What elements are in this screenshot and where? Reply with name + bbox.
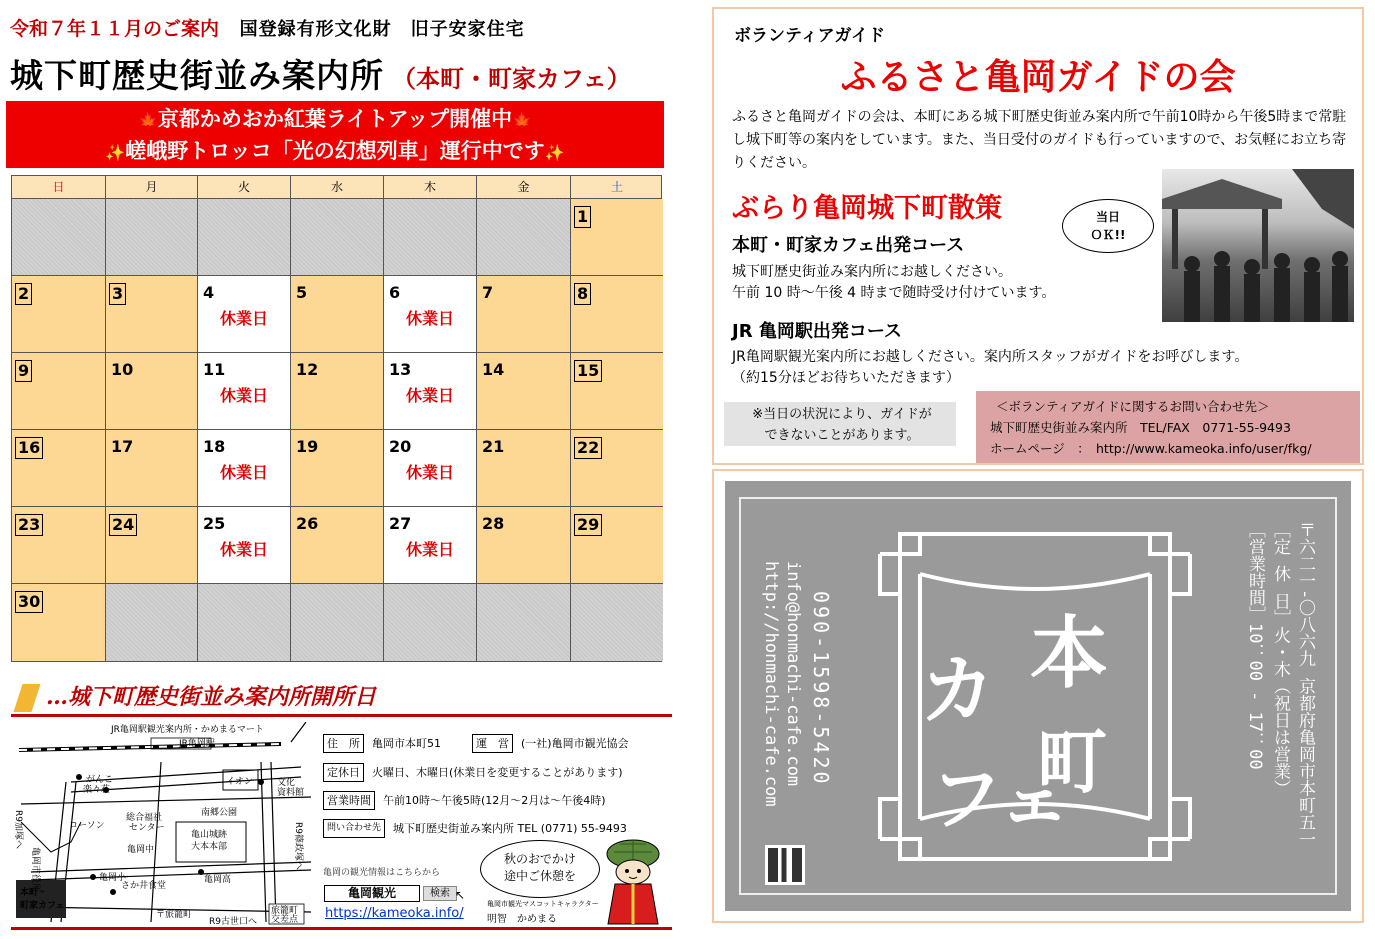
- banner-line-1-text: 京都かめおか紅葉ライトアップ開催中: [157, 107, 513, 131]
- weekday-header: 水: [291, 176, 384, 198]
- qr-code-pattern: [768, 848, 802, 882]
- svg-text:資料館: 資料館: [277, 788, 305, 798]
- calendar-day-cell: [106, 584, 198, 661]
- day-number: 9: [15, 360, 32, 382]
- calendar-day-cell: [291, 430, 384, 507]
- guide-label: ボランティアガイド: [734, 26, 885, 46]
- calendar-day-cell: [571, 584, 663, 661]
- maple-leaf-icon: 🍁: [512, 111, 533, 130]
- day-number: 11: [203, 360, 226, 379]
- svg-text:がんこ: がんこ: [86, 775, 114, 785]
- info-address-row: [323, 734, 629, 754]
- day-number: 25: [203, 514, 226, 533]
- day-number: 30: [15, 591, 43, 613]
- calendar-day-cell: [198, 276, 291, 353]
- calendar-day-cell: [12, 584, 106, 661]
- map-svg: [11, 722, 316, 927]
- course-1-title: 本町・町家カフェ出発コース: [732, 235, 965, 256]
- day-number: 26: [296, 514, 319, 533]
- qr-code-icon: [765, 845, 805, 885]
- day-number: 10: [111, 360, 134, 379]
- calendar-day-cell: [384, 507, 477, 584]
- day-number: 21: [482, 437, 505, 456]
- sparkle-icon: ✨: [544, 143, 565, 162]
- calendar-day-cell: [571, 507, 663, 584]
- svg-text:亀山城跡: 亀山城跡: [191, 830, 228, 840]
- mascot-speech-bubble: 秋のおでかけ 途中ご休憩を: [480, 840, 600, 898]
- contact-heading: ＜ボランティアガイドに関するお問い合わせ先＞: [996, 399, 1270, 414]
- svg-text:文化: 文化: [277, 778, 296, 788]
- address-label: 住 所: [323, 734, 364, 753]
- calendar-day-cell: [12, 276, 106, 353]
- brand-machi: 町: [1037, 720, 1107, 803]
- calendar-day-cell: [198, 199, 291, 276]
- calendar-day-cell: [106, 430, 198, 507]
- cafe-panel: [712, 469, 1364, 923]
- calendar-day-cell: [477, 584, 571, 661]
- guide-title: ふるさと亀岡ガイドの会: [840, 57, 1236, 98]
- heading-bar-icon: [13, 684, 40, 712]
- svg-text:旅籠町: 旅籠町: [271, 906, 299, 916]
- cafe-email: info@honmachi-cafe.com: [783, 561, 803, 787]
- calendar-day-cell: [571, 199, 663, 276]
- banner-line-2-text: 嵯峨野トロッコ「光の幻想列車」運行中です: [125, 139, 545, 163]
- holiday-label: 休業日: [405, 386, 454, 405]
- day-number: 19: [296, 437, 319, 456]
- svg-text:本町・: 本町・: [20, 888, 48, 898]
- ok-bubble-line-1: 当日: [1095, 210, 1120, 224]
- day-number: 14: [482, 360, 505, 379]
- day-number: 20: [389, 437, 412, 456]
- holiday-label: 休業日: [219, 463, 268, 482]
- cafe-hours: ［営業時間］10：00 - 17：00: [1245, 521, 1265, 770]
- calendar-day-cell: [12, 353, 106, 430]
- contact-line-2: ホームページ ： http://www.kameoka.info/user/fkg/: [990, 441, 1312, 456]
- course-2-title: JR 亀岡駅出発コース: [732, 321, 902, 342]
- course-2-line-2: （約15分ほどお待ちいただきます）: [732, 370, 960, 386]
- notice-subtitle: 国登録有形文化財 旧子安家住宅: [239, 19, 525, 40]
- notice-month: 令和７年１１月のご案内: [10, 18, 220, 40]
- operator-value: (一社)亀岡市観光協会: [521, 737, 629, 750]
- day-number: 6: [389, 283, 401, 302]
- calendar-day-cell: [571, 353, 663, 430]
- cafe-holiday: ［定 休 日］火・木（祝日は営業）: [1270, 521, 1290, 797]
- brand-hon: 本: [1030, 608, 1109, 699]
- calendar: [11, 175, 662, 662]
- svg-text:亀岡市役所: 亀岡市役所: [30, 847, 40, 893]
- holiday-label: 休業日: [405, 463, 454, 482]
- address-value: 亀岡市本町51: [372, 737, 441, 750]
- course-1-line-1: 城下町歴史街並み案内所にお越しください。: [732, 264, 1012, 280]
- day-number: 15: [574, 360, 602, 382]
- svg-text:大本本部: 大本本部: [191, 842, 228, 852]
- day-number: 13: [389, 360, 412, 379]
- page-title-text: 城下町歴史街並み案内所: [10, 56, 384, 95]
- svg-text:総合福祉: 総合福祉: [126, 813, 163, 823]
- day-number: 2: [15, 283, 32, 305]
- course-1-line-2: 午前 10 時～午後 4 時まで随時受け付けています。: [732, 285, 1056, 301]
- holiday-label: 休業日: [405, 540, 454, 559]
- operator-label: 運 営: [472, 734, 513, 753]
- day-number: 12: [296, 360, 319, 379]
- day-number: 22: [574, 437, 602, 459]
- notice-line: [10, 14, 525, 41]
- calendar-day-cell: [291, 276, 384, 353]
- calendar-day-cell: [198, 584, 291, 661]
- page-title-paren: （本町・町家カフェ）: [392, 64, 631, 93]
- svg-text:交差点: 交差点: [271, 915, 299, 925]
- day-number: 1: [574, 206, 591, 228]
- calendar-day-cell: [12, 430, 106, 507]
- calendar-day-cell: [384, 199, 477, 276]
- contact-label: 問い合わせ先: [323, 819, 385, 838]
- weekday-header: 火: [198, 176, 291, 198]
- ok-bubble-line-2: ＯＫ!!: [1090, 228, 1126, 242]
- mascot-caption: 亀岡市観光マスコットキャラクター: [487, 900, 599, 908]
- calendar-day-cell: [106, 353, 198, 430]
- contact-value: 城下町歴史街並み案内所 TEL (0771) 55-9493: [393, 822, 627, 835]
- access-map: [11, 722, 316, 927]
- hours-label: 営業時間: [323, 791, 375, 810]
- contact-line-1: 城下町歴史街並み案内所 TEL/FAX 0771-55-9493: [990, 420, 1291, 435]
- tourism-search-button: 検索: [423, 886, 457, 901]
- mascot-name: 明智 かめまる: [487, 914, 557, 925]
- calendar-day-cell: [12, 507, 106, 584]
- sparkle-icon: ✨: [105, 143, 126, 162]
- calendar-day-cell: [384, 353, 477, 430]
- brand-fe: フェ: [930, 756, 1071, 841]
- holiday-label: 休業日: [405, 309, 454, 328]
- calendar-day-cell: [12, 199, 106, 276]
- calendar-day-cell: [477, 353, 571, 430]
- hours-value: 午前10時～午後5時(12月～2月は～午後4時): [383, 794, 606, 807]
- svg-text:R9古世口へ: R9古世口へ: [209, 917, 257, 927]
- calendar-day-cell: [477, 430, 571, 507]
- cafe-tel: 090-1598-5420: [809, 591, 833, 787]
- cafe-business-card: [725, 481, 1351, 911]
- divider-bottom: [11, 927, 672, 930]
- cursor-icon: ↖: [455, 888, 466, 902]
- mascot-turtle-icon: [600, 838, 666, 928]
- day-number: 17: [111, 437, 134, 456]
- day-number: 28: [482, 514, 505, 533]
- day-number: 24: [109, 514, 137, 536]
- brand-ka: カ: [920, 646, 996, 734]
- guide-panel: [712, 7, 1364, 465]
- info-closed-row: [323, 763, 623, 783]
- page-title: [10, 50, 631, 97]
- calendar-day-cell: [291, 199, 384, 276]
- weekday-header: 木: [384, 176, 477, 198]
- day-number: 5: [296, 283, 308, 302]
- info-contact-row: [323, 819, 627, 839]
- svg-text:さか井食堂: さか井食堂: [121, 881, 167, 891]
- banner-line-2: [6, 136, 664, 168]
- open-days-heading: [18, 680, 376, 712]
- calendar-day-cell: [291, 584, 384, 661]
- maple-leaf-icon: 🍁: [137, 111, 158, 130]
- holiday-label: 休業日: [219, 386, 268, 405]
- info-hours-row: [323, 791, 606, 811]
- calendar-day-cell: [291, 353, 384, 430]
- stroll-title: ぶらり亀岡城下町散策: [732, 193, 1002, 224]
- cafe-url: http://honmachi-cafe.com: [761, 561, 781, 807]
- svg-text:センター: センター: [129, 823, 165, 833]
- calendar-grid: [12, 199, 661, 661]
- svg-text:JR亀岡駅: JR亀岡駅: [179, 739, 215, 749]
- svg-text:R9篠政塚へ: R9篠政塚へ: [293, 822, 303, 870]
- weekday-header: 金: [477, 176, 571, 198]
- guide-photo: [1162, 169, 1354, 322]
- svg-text:イオン: イオン: [226, 777, 253, 787]
- calendar-day-cell: [106, 276, 198, 353]
- guide-warning: [724, 402, 956, 446]
- guide-photo-image: [1162, 169, 1354, 322]
- svg-text:亀岡高: 亀岡高: [204, 875, 232, 885]
- calendar-weekday-header: [12, 176, 661, 199]
- banner-line-1: [6, 104, 664, 136]
- calendar-day-cell: [571, 430, 663, 507]
- calendar-day-cell: [198, 507, 291, 584]
- weekday-header: 月: [106, 176, 198, 198]
- warning-line-1: ※当日の状況により、ガイドが: [752, 407, 932, 422]
- closed-label: 定休日: [323, 763, 364, 782]
- open-days-heading-text: …城下町歴史街並み案内所開所日: [46, 684, 377, 710]
- same-day-ok-bubble: [1062, 199, 1154, 253]
- svg-text:亀岡中: 亀岡中: [127, 845, 155, 855]
- kameoka-link[interactable]: https://kameoka.info/: [325, 906, 464, 921]
- holiday-label: 休業日: [219, 309, 268, 328]
- holiday-label: 休業日: [219, 540, 268, 559]
- calendar-day-cell: [477, 507, 571, 584]
- day-number: 7: [482, 283, 494, 302]
- guide-description: ふるさと亀岡ガイドの会は、本町にある城下町歴史街並み案内所で午前10時から午後5時まで常駐し城下町等の案内をしています。また、当日受付のガイドも行っていますので、お気軽にお立ち寄りください。: [732, 109, 1347, 171]
- day-number: 8: [574, 283, 591, 305]
- calendar-day-cell: [106, 199, 198, 276]
- closed-value: 火曜日、木曜日(休業日を変更することがあります): [372, 766, 623, 779]
- day-number: 4: [203, 283, 215, 302]
- calendar-day-cell: [477, 276, 571, 353]
- calendar-day-cell: [198, 430, 291, 507]
- event-banner: [6, 101, 664, 168]
- calendar-day-cell: [198, 353, 291, 430]
- tourism-note: 亀岡の観光情報はこちらから: [323, 868, 441, 878]
- day-number: 16: [15, 437, 43, 459]
- divider-top: [11, 714, 672, 717]
- weekday-header: 日: [12, 176, 106, 198]
- calendar-day-cell: [384, 584, 477, 661]
- day-number: 27: [389, 514, 412, 533]
- svg-text:JR亀岡駅観光案内所・かめまるマート: JR亀岡駅観光案内所・かめまるマート: [111, 725, 264, 735]
- svg-text:町家カフェ: 町家カフェ: [20, 901, 65, 911]
- svg-text:南郷公園: 南郷公園: [201, 808, 238, 818]
- tourism-search-box: 亀岡観光: [324, 885, 420, 902]
- calendar-day-cell: [384, 276, 477, 353]
- calendar-day-cell: [384, 430, 477, 507]
- guide-contact-box: [976, 391, 1360, 463]
- day-number: 23: [15, 514, 43, 536]
- weekday-header: 土: [610, 180, 623, 194]
- day-number: 18: [203, 437, 226, 456]
- svg-text:亀岡小: 亀岡小: [99, 873, 127, 883]
- calendar-day-cell: [571, 276, 663, 353]
- svg-text:楽々荘: 楽々荘: [83, 785, 111, 795]
- day-number: 29: [574, 514, 602, 536]
- svg-text:〒旅籠町: 〒旅籠町: [156, 910, 193, 920]
- course-2-line-1: JR亀岡駅観光案内所にお越しください。案内所スタッフがガイドをお呼びします。: [732, 349, 1249, 365]
- svg-text:R9加塚へ: R9加塚へ: [13, 810, 23, 849]
- calendar-day-cell: [477, 199, 571, 276]
- cafe-address: 〒六二一-〇八六九 京都府亀岡市本町五一: [1295, 521, 1315, 848]
- calendar-day-cell: [291, 507, 384, 584]
- calendar-day-cell: [106, 507, 198, 584]
- warning-line-2: できないことがあります。: [764, 428, 920, 443]
- day-number: 3: [109, 283, 126, 305]
- svg-text:ローソン: ローソン: [69, 821, 105, 831]
